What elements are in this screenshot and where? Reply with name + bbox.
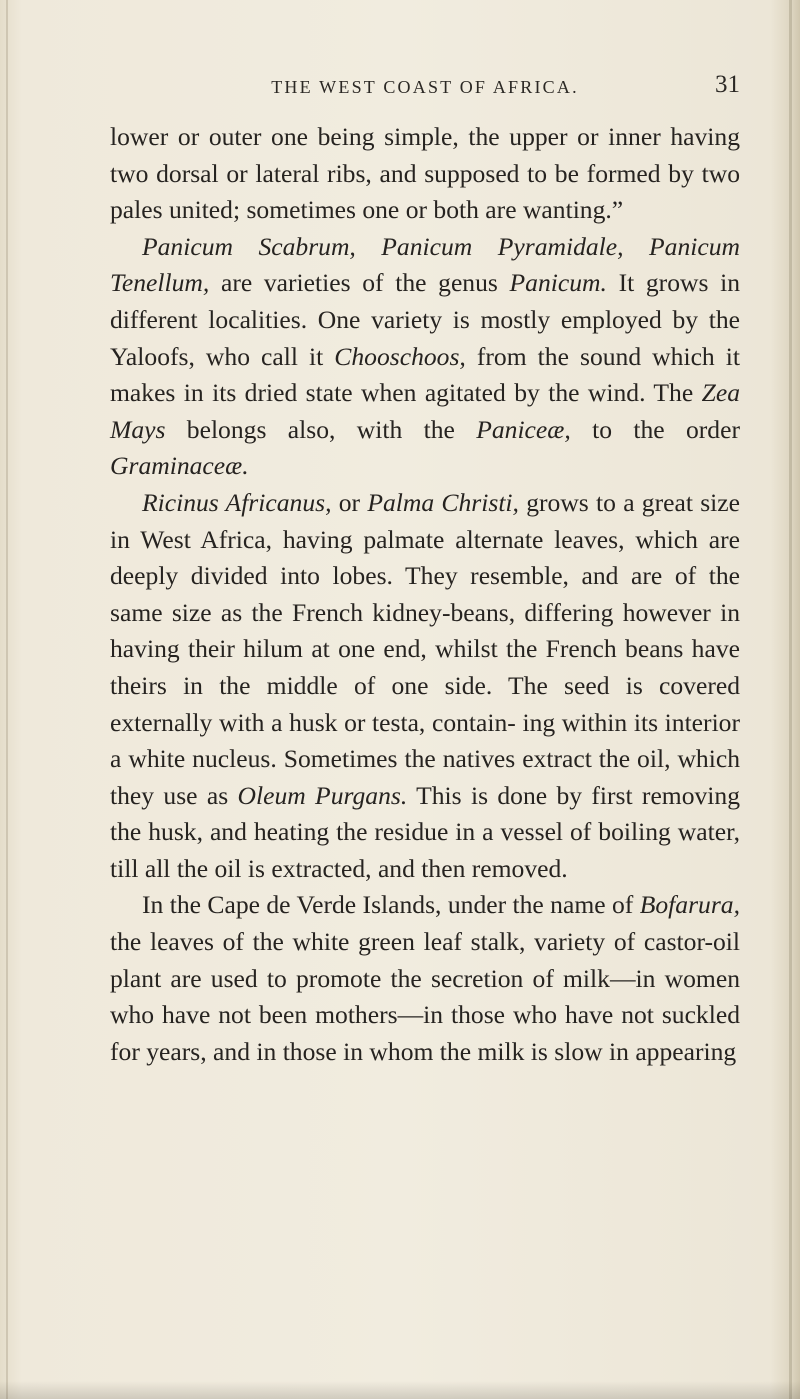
text-run: the leaves of the white green leaf stalk, variety of castor-oil plant are used to promote the secretion of milk—in women who have not been mothers—in those who have not suckled for years, and in those in whom the milk is slow in appearing <box>110 927 740 1066</box>
paragraph-1 <box>110 119 740 229</box>
italic-text-run: Ricinus Africanus, <box>142 487 332 517</box>
italic-text-run: Bofarura, <box>639 890 740 920</box>
running-head <box>110 72 740 102</box>
binding-edge-left <box>6 0 8 1399</box>
page-edge-right <box>789 0 792 1399</box>
italic-text-run: Chooschoos, <box>334 341 466 371</box>
bottom-page-shadow <box>0 1381 800 1399</box>
italic-text-run: Paniceæ, <box>476 414 571 444</box>
italic-text-run: Graminaceæ. <box>110 451 249 481</box>
paragraph-2 <box>110 229 740 485</box>
text-run: to the order <box>570 414 740 444</box>
text-run: In the Cape de Verde Islands, under the name of <box>142 890 640 920</box>
paragraph-4 <box>110 887 740 1070</box>
text-run: This is done by first removing the husk, and heating the residue in a vessel of boiling water, till all the oil is extracted, and then removed. <box>110 780 741 883</box>
italic-text-run: Panicum. <box>509 268 607 298</box>
paragraph-3 <box>110 485 740 888</box>
body-text <box>110 119 740 1070</box>
text-run: belongs also, with the <box>165 414 477 444</box>
text-run: from the sound which it makes in its dried state when agitated by the wind. The <box>110 341 740 408</box>
text-run: It grows in different localities. One variety is mostly employed by the Yaloofs, who call it <box>110 268 741 371</box>
italic-text-run: Palma Christi, <box>367 487 519 517</box>
text-run: or <box>331 487 368 517</box>
italic-text-run: Panicum Scabrum, Panicum Pyramidale, Panicum Tenellum, <box>110 231 740 298</box>
text-run: grows to a great size in West Africa, having palmate alternate leaves, which are deeply divided into lobes. They resemble, and are of the same size as the French kidney-beans, differing however in having their hilum at one end, whilst the French beans have theirs in the middle of one side. The seed is covered externally with a husk or testa, contain- ing within its interior a white nucleus. Sometimes the natives extract the oil, which they use as <box>110 487 741 810</box>
text-run: are varieties of the genus <box>209 268 510 298</box>
italic-text-run: Oleum Purgans. <box>237 780 408 810</box>
italic-text-run: Zea Mays <box>110 378 740 444</box>
page-number: 31 <box>715 71 740 98</box>
text-run: lower or outer one being simple, the upper or inner having two dorsal or lateral ribs, and supposed to be formed by two pales united; sometimes one or both are wanting.” <box>110 122 740 225</box>
running-title: THE WEST COAST OF AFRICA. <box>271 77 579 97</box>
